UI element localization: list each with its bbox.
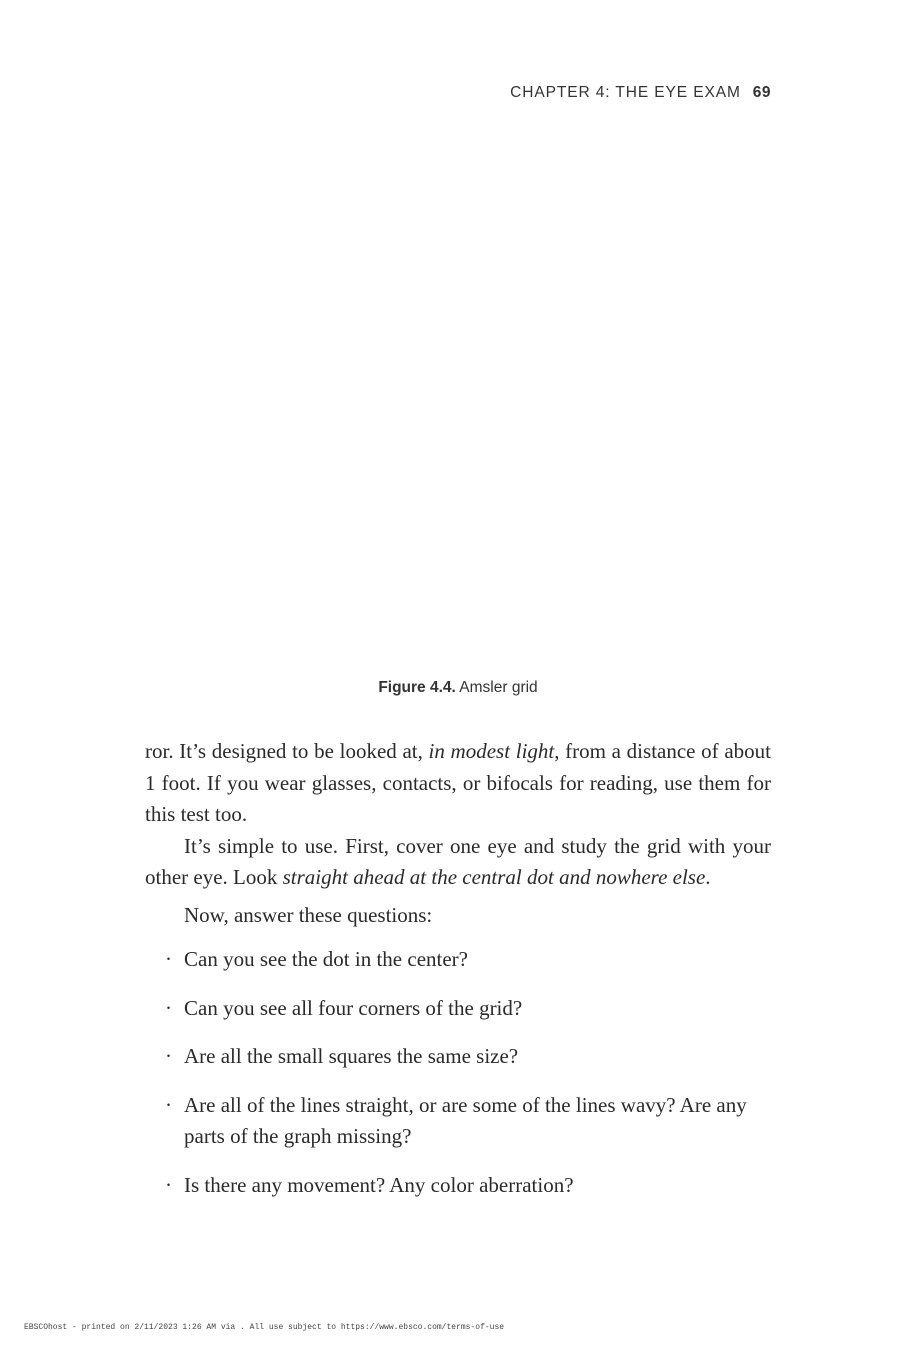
figure-caption xyxy=(0,679,900,697)
paragraph: ror. It’s designed to be looked at, in modest light, from a distance of about 1 foot. If you wear glasses, contacts, or bifocals for reading, use them for this test too. xyxy=(145,739,771,826)
emphasis: in modest light xyxy=(428,739,555,763)
figure-title: Amsler grid xyxy=(459,679,538,696)
bullet-icon: · xyxy=(165,1092,172,1117)
paragraph: Now, answer these questions: xyxy=(184,902,433,927)
question-list xyxy=(145,944,771,1201)
list-item: · Are all the small squares the same size? xyxy=(145,1041,771,1073)
paragraph: It’s simple to use. First, cover one eye and study the grid with your other eye. Look straight ahead at the central dot and nowhere else. xyxy=(145,833,771,889)
list-item: · Can you see the dot in the center? xyxy=(145,944,771,976)
figure-label: Figure 4.4. xyxy=(378,679,456,696)
figure-area xyxy=(145,130,771,660)
body-text xyxy=(145,736,771,1218)
chapter-title: CHAPTER 4: THE EYE EXAM xyxy=(510,84,741,101)
bullet-icon: · xyxy=(165,1044,172,1068)
list-item: · Is there any movement? Any color aberration? xyxy=(145,1170,771,1202)
bullet-icon: · xyxy=(165,1172,172,1197)
bullet-icon: · xyxy=(165,995,172,1020)
list-item: · Can you see all four corners of the grid? xyxy=(145,993,771,1025)
running-head xyxy=(510,84,771,102)
emphasis: straight ahead at the central dot and nowhere else xyxy=(282,865,706,889)
footer-notice: EBSCOhost - printed on 2/11/2023 1:26 AM via . All use subject to https://www.ebsco.com/terms-of-use xyxy=(24,1323,505,1332)
page-number: 69 xyxy=(752,84,771,101)
list-item: · Are all of the lines straight, or are some of the lines wavy? Are any parts of the graph missing? xyxy=(145,1090,771,1153)
bullet-icon: · xyxy=(165,947,172,971)
